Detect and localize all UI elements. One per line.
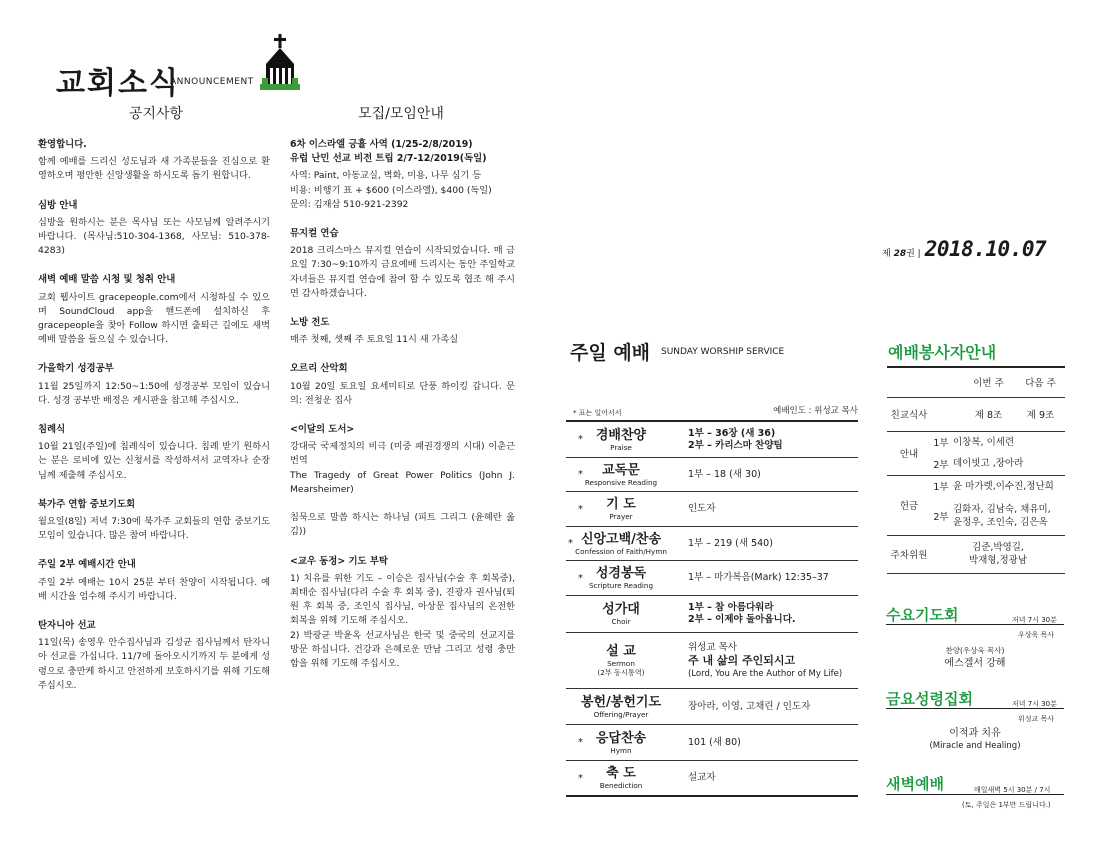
offering-2-line-2: 윤정우, 조인숙, 김은옥 (953, 516, 1048, 528)
parking-line-2: 박재형,정광남 (968, 555, 1028, 566)
notice-text: 10월 21일(주일)에 침례식이 있습니다. 침례 받기 원하시는 분은 로비에 있는 신청서를 작성하셔서 교역자나 순장님께 제출해 주십시오. (38, 441, 270, 481)
dawn-time: 매일새벽 5시 30분 / 7시 (974, 786, 1051, 794)
guide-label: 안내 (887, 431, 931, 475)
order-name-en: Sermon (607, 659, 635, 668)
recruit-item (290, 227, 515, 301)
recruit-text: 1) 치유를 위한 기도 – 이승은 집사님(수술 후 회복중), 최태순 집사님(다리 수술 후 회복 중), 진광자 권사님(퇴원 후 회복 중, 조인식 집사님, 아상문 집사님의 온전한 회복을 위해 기도해 주십시오. 2) 박광균 박윤옥 선교사님은 한국 및 중국의 선교지를 방문 하십니다. 건강과 은혜로운 만남 그리고 성령 충만함을 위해 기도해 주십시오. (290, 572, 515, 670)
notice-text: 11월 25일까지 12:50~1:50에 성경공부 모임이 있습니다. 성경 공부반 배정은 게시판을 참고해 주십시오. (38, 380, 270, 406)
dawn-title: 새벽예배 (886, 775, 944, 793)
order-detail: 1부 – 36장 (새 36) 2부 – 카리스마 찬양팀 (688, 427, 783, 451)
standing-note: * 표는 일어서서 (573, 409, 622, 417)
offering-2-label: 2부 (931, 497, 951, 535)
this-week-header: 이번 주 (931, 367, 1016, 397)
friday-leader: 위성교 목사 (1018, 715, 1055, 723)
interpretation-note: (2부 동시통역) (597, 668, 645, 677)
stand-marker: * (578, 572, 583, 584)
guide-2-label: 2부 (931, 453, 951, 475)
order-row (566, 761, 858, 795)
worship-order (566, 420, 858, 797)
stand-marker: * (578, 434, 583, 445)
page-subtitle: ANNOUNCEMENT (170, 77, 254, 87)
notice-text: 교회 웹사이트 gracepeople.com에서 시청하실 수 있으며 SoundCloud app을 핸드폰에 설치하신 후 gracepeople을 찾아 Follow 하시면 출퇴근 길에도 새벽예배 말씀을 들으실 수 있습니다. (38, 291, 270, 346)
order-detail: 101 (새 80) (688, 736, 741, 748)
recruit-item (290, 423, 515, 540)
order-detail: 인도자 (688, 503, 716, 514)
greeter-next-week: 제 9조 (1016, 397, 1065, 431)
issue-date: 2018.10.07 (924, 237, 1047, 261)
notice-item (38, 273, 270, 347)
order-detail: 1부 – 마가복음(Mark) 12:35–37 (688, 572, 829, 583)
notice-item (38, 498, 270, 544)
friday-program (900, 727, 1050, 753)
stand-marker: * (578, 737, 583, 748)
notice-text: 주일 2부 예배는 10시 25분 부터 찬양이 시작됩니다. 예배 시간을 엄수해 주시기 바랍니다. (38, 576, 270, 602)
order-row (566, 725, 858, 761)
next-week-header: 다음 주 (1016, 367, 1065, 397)
recruit-text: 강대국 국제정치의 비극 (미중 패권경쟁의 시대) 이춘근 번역 The Tragedy of Great Power Politics (John J. Mearsheimer) 침묵으로 말씀 하시는 하나님 (피트 그리그 (윤혜란 옮김)) (290, 441, 515, 538)
issue-volume (882, 246, 921, 259)
wednesday-leader: 우상욱 목사 (1018, 631, 1055, 639)
friday-line-1: 이적과 치유 (949, 728, 1001, 739)
notice-title: 새벽 예배 말씀 시청 및 청취 안내 (38, 274, 176, 286)
order-name-en: Hymn (610, 745, 632, 755)
notice-title: 침례식 (38, 424, 66, 436)
order-name-en: Offering/Prayer (593, 709, 649, 719)
notice-item (38, 619, 270, 693)
order-detail: 설교자 (688, 772, 716, 783)
recruit-title: 뮤지컬 연습 (290, 228, 339, 240)
notice-item (38, 199, 270, 259)
notice-text: 심방을 원하시는 분은 목사님 또는 사모님께 알려주시기 바랍니다. (목사님:510-304-1368, 사모님: 510-378-4283) (38, 216, 270, 257)
issue-vol-number: 28 (893, 249, 907, 259)
greeter-this-week: 제 8조 (931, 397, 1016, 431)
stand-marker: * (568, 538, 573, 549)
order-row (566, 458, 858, 492)
parking-label: 주차위원 (890, 550, 928, 561)
notice-item (38, 423, 270, 483)
guide-2-names: 데이빗고 ,장아라 (951, 453, 1065, 475)
notice-item (38, 558, 270, 604)
order-name: 교독문 (602, 462, 640, 478)
servants-title: 예배봉사자안내 (888, 343, 997, 362)
servants-row (887, 475, 1065, 497)
order-name-en: Confession of Faith/Hymn (575, 546, 667, 556)
order-name-en: Prayer (609, 512, 633, 521)
sermon-detail (676, 642, 858, 680)
sermon-title-en: (Lord, You Are the Author of My Life) (688, 668, 843, 679)
sermon-title: 주 내 삶의 주인되시고 (688, 653, 796, 667)
notice-title: 심방 안내 (38, 199, 78, 211)
order-name: 설 교 (606, 644, 636, 659)
servants-row (887, 431, 1065, 453)
offering-2-names (951, 497, 1065, 535)
notice-title: 북가주 연합 중보기도회 (38, 498, 136, 510)
order-name: 봉헌/봉헌기도 (580, 694, 662, 710)
servants-table (887, 366, 1065, 574)
recruit-item (290, 362, 515, 408)
notice-title: 탄자니아 선교 (38, 620, 96, 632)
order-name: 축 도 (606, 766, 636, 781)
stand-marker: * (578, 772, 583, 784)
friday-line-2: (Miracle and Healing) (929, 741, 1021, 751)
notice-title: 가을학기 성경공부 (38, 363, 114, 375)
recruit-text: 사역: Paint, 아동교실, 벽화, 미용, 나무 심기 등 비용: 비행기 표 + $600 (이스라엘), $400 (독일) 문의: 김재삼 510-921-2392 (290, 170, 492, 210)
order-name-en: Responsive Reading (584, 477, 658, 487)
recruit-title: 6차 이스라엘 긍휼 사역 (1/25-2/8/2019) 유럽 난민 선교 비전 트립 2/7-12/2019(독일) (290, 139, 487, 165)
guide-1-names: 이창복, 이세련 (953, 436, 1015, 448)
notice-text: 월요일(8일) 저녁 7:30에 북가주 교회들의 연합 중보기도 모임이 있습니다. 많은 참여 바랍니다. (38, 516, 270, 542)
order-detail: 1부 – 219 (새 540) (688, 537, 773, 549)
order-name: 기 도 (606, 497, 636, 512)
worship-title: 주일 예배 (570, 342, 651, 364)
order-row (566, 492, 858, 527)
offering-1-names: 윤 마가렛,이수진,정난희 (953, 480, 1054, 492)
order-name: 응답찬송 (595, 730, 647, 746)
offering-2-line-1: 김화자, 김남숙, 채유미, (953, 503, 1051, 515)
notice-text: 11일(목) 송영우 안수집사님과 김성균 집사님께서 탄자니아 선교를 가십니다. 11/7에 돌아오시기까지 두 분에게 성령으로 충만케 하시고 안전하게 보호하시기를 위해 기도해 주십시오. (38, 637, 270, 691)
notice-title: 환영합니다. (38, 139, 87, 150)
order-row (566, 689, 858, 725)
order-row (566, 527, 858, 561)
servants-row (887, 397, 1065, 431)
order-name-en: Benediction (599, 781, 643, 790)
recruit-title: 오르리 산악회 (290, 363, 348, 375)
order-row (566, 633, 858, 689)
dawn-note: (토, 주일은 1부만 드립니다.) (962, 801, 1051, 809)
greeter-label: 친교식사 (887, 397, 931, 431)
order-name-en: Praise (610, 442, 632, 452)
notice-text: 함께 예배를 드리신 성도님과 새 가족분들을 진심으로 환영하오며 평안한 신앙생활을 하시도록 돕기 원합니다. (38, 156, 270, 182)
recruit-title: 노방 전도 (290, 317, 330, 329)
worship-subtitle: SUNDAY WORSHIP SERVICE (661, 347, 785, 357)
servants-header-row (887, 367, 1065, 397)
worship-leader: 예배인도 : 위성교 목사 (773, 406, 858, 416)
wednesday-line-1: 찬양(우상욱 목사) (945, 646, 1005, 655)
order-name: 신앙고백/찬송 (580, 531, 662, 547)
issue-vol-suffix: 권 | (906, 249, 921, 259)
parking-names (931, 535, 1065, 573)
parking-line-1: 김준,박영길, (972, 542, 1024, 553)
wednesday-title: 수요기도회 (886, 606, 959, 624)
recruit-item (290, 555, 515, 672)
wednesday-line-2: 에스겔서 강해 (944, 658, 1006, 669)
stand-marker: * (578, 469, 583, 480)
issue-vol-prefix: 제 (882, 249, 891, 259)
order-name: 경배찬양 (595, 427, 647, 443)
order-name: 성가대 (602, 602, 640, 617)
recruit-item (290, 138, 515, 212)
order-detail: 1부 – 18 (새 30) (688, 468, 761, 480)
friday-time: 저녁 7시 30분 (1012, 700, 1057, 708)
wednesday-program (900, 644, 1050, 670)
order-name-en: Scripture Reading (588, 581, 654, 590)
recruit-title: <이달의 도서> (290, 424, 355, 436)
notice-item (38, 138, 270, 184)
recruit-column (290, 138, 515, 686)
recruit-title: <교우 동정> 기도 부탁 (290, 555, 388, 567)
order-row (566, 561, 858, 596)
offering-1-label: 1부 (933, 482, 949, 494)
notice-title: 주일 2부 예배시간 안내 (38, 559, 136, 571)
stand-marker: * (578, 503, 583, 515)
order-row (566, 422, 858, 458)
recruit-text: 10월 20일 토요일 요세미티로 단풍 하이킹 갑니다. 문의: 전청운 집사 (290, 380, 515, 406)
recruit-text: 2018 크리스마스 뮤지컬 연습이 시작되었습니다. 매 금요일 7:30~9:10까지 금요예배 드리시는 동안 주일학교 자녀들은 뮤지컬 연습에 참여 할 수 있도록 협조 해 주시면 감사하겠습니다. (290, 245, 515, 299)
order-row (566, 596, 858, 633)
recruit-text: 매주 첫째, 셋째 주 토요일 11시 새 가족실 (290, 334, 459, 346)
page-title: 교회소식 (56, 66, 180, 101)
notices-heading: 공지사항 (128, 106, 184, 122)
friday-title: 금요성령집회 (886, 690, 973, 708)
order-name: 성경봉독 (595, 566, 647, 581)
recruit-item (290, 316, 515, 347)
notices-column (38, 138, 270, 708)
issue-line (882, 237, 1046, 261)
servants-row (887, 535, 1065, 573)
notice-item (38, 362, 270, 408)
order-detail: 1부 – 참 아름다워라 2부 – 이제야 돌아옵니다. (688, 602, 796, 625)
order-detail: 장아라, 이영, 고채린 / 인도자 (688, 700, 811, 712)
recruit-heading: 모집/모임안내 (358, 106, 444, 122)
church-icon (260, 34, 300, 90)
wednesday-time: 저녁 7시 30분 (1012, 616, 1057, 624)
preacher: 위성교 목사 (688, 641, 737, 653)
offering-label: 헌금 (887, 475, 931, 535)
guide-1-label: 1부 (933, 438, 949, 450)
order-name-en: Choir (611, 617, 631, 626)
